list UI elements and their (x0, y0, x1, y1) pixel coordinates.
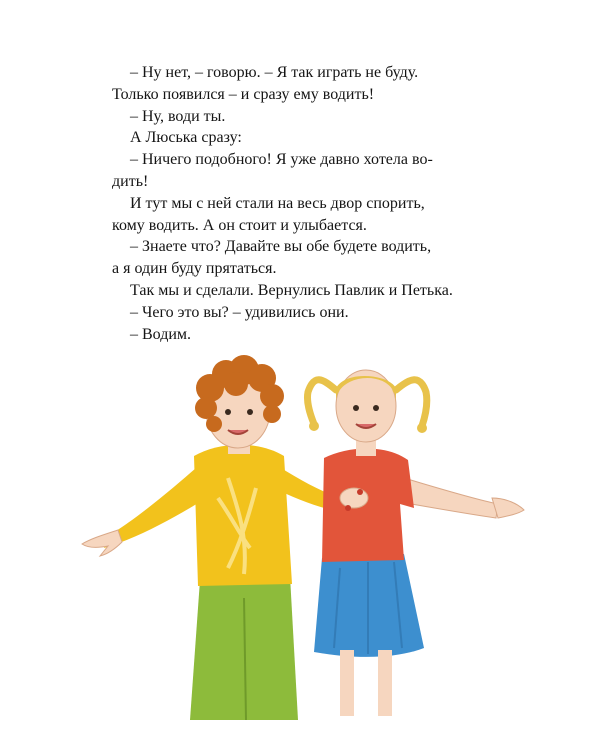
girl-right-arm (400, 478, 498, 518)
text-line: – Ну, води ты. (130, 107, 226, 125)
text-line: И тут мы с ней стали на весь двор спорить, (130, 194, 425, 212)
text-line: Так мы и сделали. Вернулись Павлик и Петька. (130, 281, 453, 299)
text-line: кому водить. А он стоит и улыбается. (112, 216, 367, 234)
text-line: Только появился – и сразу ему водить! (112, 85, 375, 103)
story-text (112, 62, 502, 345)
text-line: – Ну нет, – говорю. – Я так играть не буду. (130, 64, 419, 81)
text-line: – Знаете что? Давайте вы обе будете водить, (130, 238, 432, 256)
text-line: а я один буду прятаться. (112, 260, 277, 278)
text-line: – Водим. (130, 325, 192, 343)
text-line: – Чего это вы? – удивились они. (130, 303, 349, 321)
text-line: – Ничего подобного! Я уже давно хотела во- (130, 151, 433, 169)
text-line: А Люська сразу: (130, 129, 242, 147)
text-line: дить! (112, 172, 149, 190)
girl-shirt (322, 449, 414, 563)
children-illustration (78, 348, 526, 720)
girl-figure (307, 370, 524, 716)
